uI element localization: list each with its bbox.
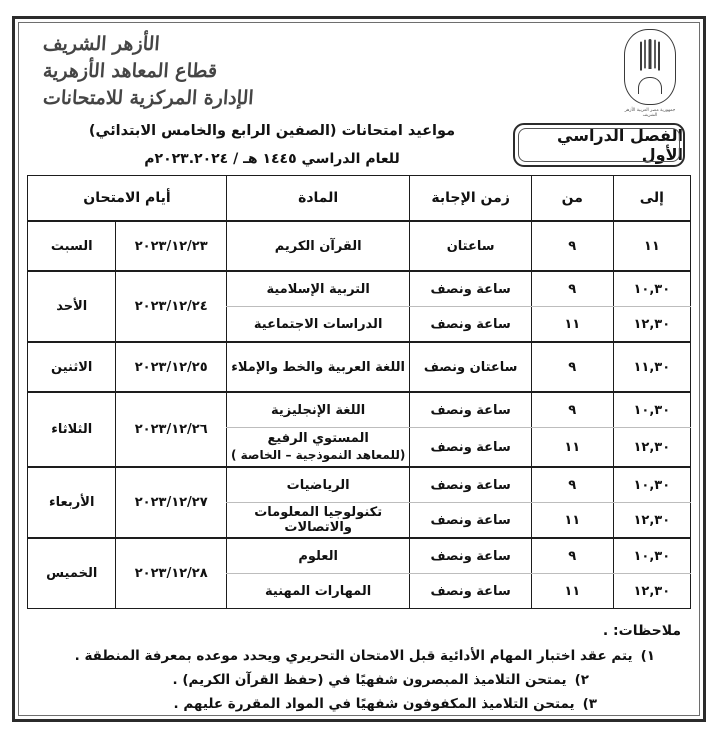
note-item [35,668,681,692]
cell-duration: ساعة ونصف [410,467,532,503]
org-line-2: قطاع المعاهد الأزهرية [42,60,218,82]
schedule-table-body [28,221,691,609]
cell-duration: ساعتان [410,221,532,271]
note-number: ١) [640,648,655,664]
cell-duration: ساعتان ونصف [410,342,532,392]
cell-time-from: ٩ [531,221,613,271]
cell-time-to: ١٠,٣٠ [613,392,690,428]
cell-subject: الرياضيات [226,467,409,503]
cell-day: الخميس [28,538,116,609]
cell-day: الثلاثاء [28,392,116,467]
cell-subject: اللغة الإنجليزية [226,392,409,428]
cell-subject: العلوم [226,538,409,574]
cell-time-to: ١٠,٣٠ [613,467,690,503]
cell-date: ٢٠٢٣/١٢/٢٥ [116,342,226,392]
note-item [35,692,681,716]
note-text: يمتحن التلاميذ المكفوفون شفهيًا في المواد المقررة عليهم . [173,696,575,712]
cell-date: ٢٠٢٣/١٢/٢٧ [116,467,226,538]
cell-time-to: ١٢,٣٠ [613,307,690,343]
cell-subject: المستوي الرفيع (للمعاهد النموذجية – الخاصة ) [226,428,409,468]
cell-time-from: ١١ [531,574,613,609]
semester-badge [513,123,685,167]
cell-day: الاثنين [28,342,116,392]
cell-time-from: ٩ [531,342,613,392]
document-page [12,16,706,722]
note-item [35,644,681,668]
table-row [28,392,691,428]
table-header-row [28,176,691,222]
cell-time-from: ٩ [531,538,613,574]
cell-duration: ساعة ونصف [410,428,532,468]
page-inner-border [18,22,700,716]
notes-list [35,644,681,716]
cell-time-to: ١٠,٣٠ [613,271,690,307]
cell-subject: التربية الإسلامية [226,271,409,307]
table-row [28,538,691,574]
document-title [41,119,503,171]
table-row [28,271,691,307]
mosque-minaret-icon [624,29,676,105]
cell-duration: ساعة ونصف [410,307,532,343]
note-number: ٣) [582,696,597,712]
cell-duration: ساعة ونصف [410,574,532,609]
cell-date: ٢٠٢٣/١٢/٢٤ [116,271,226,342]
cell-time-to: ١٢,٣٠ [613,574,690,609]
col-header-to: إلى [613,176,690,222]
cell-time-to: ١٢,٣٠ [613,503,690,539]
cell-date: ٢٠٢٣/١٢/٢٣ [116,221,226,271]
cell-day: الأحد [28,271,116,342]
note-text: يمتحن التلاميذ المبصرون شفهيًا في (حفظ القرآن الكريم) . [172,672,567,688]
logo-caption: جمهورية مصر العربية الأزهر الشريف [624,108,676,119]
cell-duration: ساعة ونصف [410,392,532,428]
schedule-table-wrap [19,175,699,609]
cell-time-from: ٩ [531,271,613,307]
cell-time-to: ١٢,٣٠ [613,428,690,468]
org-line-3: الإدارة المركزية للامتحانات [42,87,255,109]
title-line-1: مواعيد امتحانات (الصفين الرابع والخامس الابتدائي) [88,123,456,139]
col-header-exam-days: أيام الامتحان [28,176,227,222]
table-row [28,342,691,392]
notes-title: ملاحظات: . [602,623,681,639]
cell-subject: اللغة العربية والخط والإملاء [226,342,409,392]
org-line-1: الأزهر الشريف [42,33,161,55]
cell-duration: ساعة ونصف [410,271,532,307]
cell-time-from: ١١ [531,503,613,539]
notes-section [19,609,699,716]
cell-subject: الدراسات الاجتماعية [226,307,409,343]
note-number: ٢) [574,672,589,688]
cell-subject: القرآن الكريم [226,221,409,271]
semester-badge-label: الفصل الدراسي الأول [557,126,683,164]
cell-subject: تكنولوجيا المعلومات والاتصالات [226,503,409,539]
table-row [28,467,691,503]
table-row [28,221,691,271]
cell-date: ٢٠٢٣/١٢/٢٦ [116,392,226,467]
al-azhar-logo [617,29,683,119]
col-header-subject: المادة [226,176,409,222]
note-text: يتم عقد اختبار المهام الأدائية قبل الامتحان التحريري ويحدد موعده بمعرفة المنطقة . [74,648,633,664]
cell-time-to: ١٠,٣٠ [613,538,690,574]
cell-date: ٢٠٢٣/١٢/٢٨ [116,538,226,609]
cell-duration: ساعة ونصف [410,503,532,539]
cell-day: الأربعاء [28,467,116,538]
document-header [19,23,699,175]
cell-subject: المهارات المهنية [226,574,409,609]
cell-time-from: ٩ [531,392,613,428]
cell-day: السبت [28,221,116,271]
title-line-2: للعام الدراسي ١٤٤٥ هـ / ٢٠٢٣.٢٠٢٤م [144,151,400,167]
cell-time-to: ١١ [613,221,690,271]
cell-time-from: ٩ [531,467,613,503]
cell-time-from: ١١ [531,307,613,343]
cell-time-from: ١١ [531,428,613,468]
col-header-from: من [531,176,613,222]
organization-calligraphy [43,31,343,112]
cell-time-to: ١١,٣٠ [613,342,690,392]
col-header-duration: زمن الإجابة [410,176,532,222]
exam-schedule-table [27,175,691,609]
cell-duration: ساعة ونصف [410,538,532,574]
